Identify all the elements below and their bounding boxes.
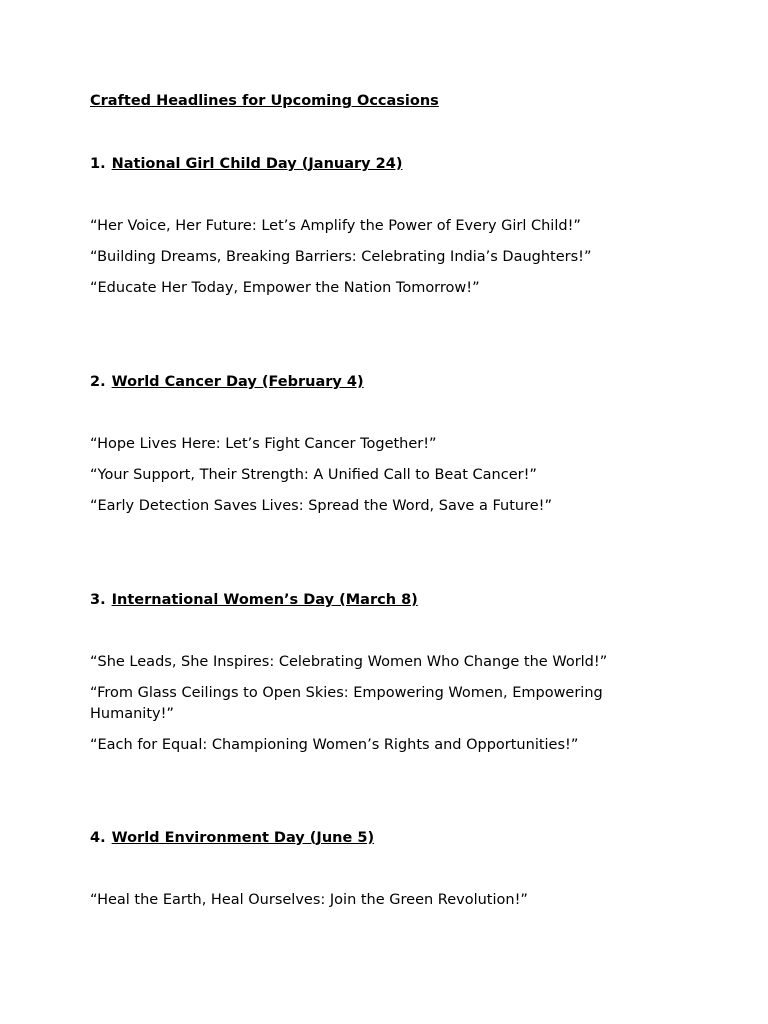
headline-item: “She Leads, She Inspires: Celebrating Women Who Change the World!” [90,654,608,670]
section-international-womens-day [90,590,650,766]
headline-item: “Heal the Earth, Heal Ourselves: Join the Green Revolution!” [90,892,528,908]
headline-item: “Your Support, Their Strength: A Unified Call to Beat Cancer!” [90,467,537,483]
section-title: World Environment Day (June 5) [111,830,375,846]
section-number: 1. [90,156,106,172]
section-title: International Women’s Day (March 8) [111,592,418,608]
section-heading [90,372,650,392]
headline-list [90,216,650,299]
headline-item: “Each for Equal: Championing Women’s Rights and Opportunities!” [90,737,579,753]
headline-item: “Her Voice, Her Future: Let’s Amplify the Power of Every Girl Child!” [90,218,581,234]
section-number: 4. [90,830,106,846]
headline-list [90,890,650,911]
section-number: 3. [90,592,106,608]
headline-list [90,434,650,517]
section-title: World Cancer Day (February 4) [111,374,364,390]
document-title: Crafted Headlines for Upcoming Occasions [90,93,439,109]
section-world-environment-day [90,828,650,921]
section-title: National Girl Child Day (January 24) [111,156,403,172]
headline-item: “Educate Her Today, Empower the Nation Tomorrow!” [90,280,480,296]
headline-list [90,652,650,756]
headline-item: “From Glass Ceilings to Open Skies: Empowering Women, Empowering Humanity!” [90,685,603,722]
section-heading [90,828,650,848]
section-number: 2. [90,374,106,390]
section-world-cancer-day [90,372,650,527]
section-heading [90,590,650,610]
headline-item: “Building Dreams, Breaking Barriers: Celebrating India’s Daughters!” [90,249,592,265]
section-heading [90,154,650,174]
headline-item: “Hope Lives Here: Let’s Fight Cancer Together!” [90,436,437,452]
section-national-girl-child-day [90,154,650,309]
headline-item: “Early Detection Saves Lives: Spread the Word, Save a Future!” [90,498,552,514]
